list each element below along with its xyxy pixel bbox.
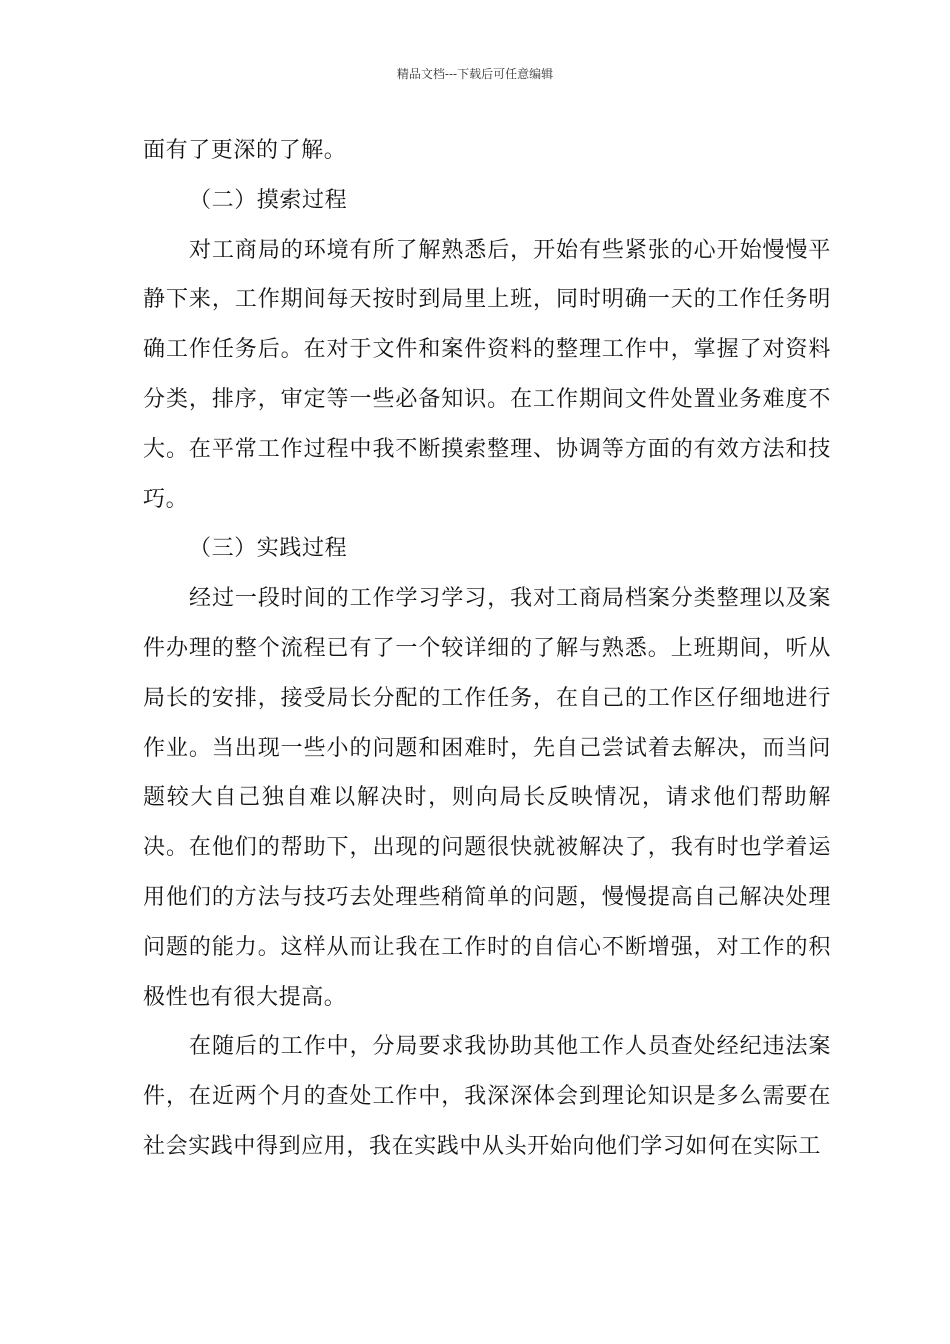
section-heading-practice: （三）实践过程 xyxy=(189,536,348,562)
paragraph-practice: 经过一段时间的工作学习学习，我对工商局档案分类整理以及案件办理的整个流程已有了一个较详细的了解与熟悉。上班期间，听从局长的安排，接受局长分配的工作任务，在自己的工作区仔细地进行作业。当出现一些小的问题和困难时，先自己尝试着去解决，而当问题较大自己独自难以解决时，则向局长反映情况，请求他们帮助解决。在他们的帮助下，出现的问题很快就被解决了，我有时也学着运用他们的方法与技巧去处理些稍简单的问题，慢慢提高自己解决处理问题的能力。这样从而让我在工作时的自信心不断增强，对工作的积极性也有很大提高。 xyxy=(143,586,831,1010)
page-header: 精品文档---下载后可任意编辑 xyxy=(396,67,554,81)
paragraph-continuation: 面有了更深的了解。 xyxy=(143,138,347,163)
paragraph-exploration: 对工商局的环境有所了解熟悉后，开始有些紧张的心开始慢慢平静下来，工作期间每天按时到局里上班，同时明确一天的工作任务明确工作任务后。在对于文件和案件资料的整理工作中，掌握了对资料分类，排序，审定等一些必备知识。在工作期间文件处置业务难度不大。在平常工作过程中我不断摸索整理、协调等方面的有效方法和技巧。 xyxy=(143,237,831,512)
paragraph-later-work: 在随后的工作中，分局要求我协助其他工作人员查处经纪违法案件，在近两个月的查处工作中，我深深体会到理论知识是多么需要在社会实践中得到应用，我在实践中从头开始向他们学习如何在实际工 xyxy=(143,1034,831,1159)
section-heading-exploration: （二）摸索过程 xyxy=(189,187,348,213)
document-body xyxy=(143,126,831,1172)
